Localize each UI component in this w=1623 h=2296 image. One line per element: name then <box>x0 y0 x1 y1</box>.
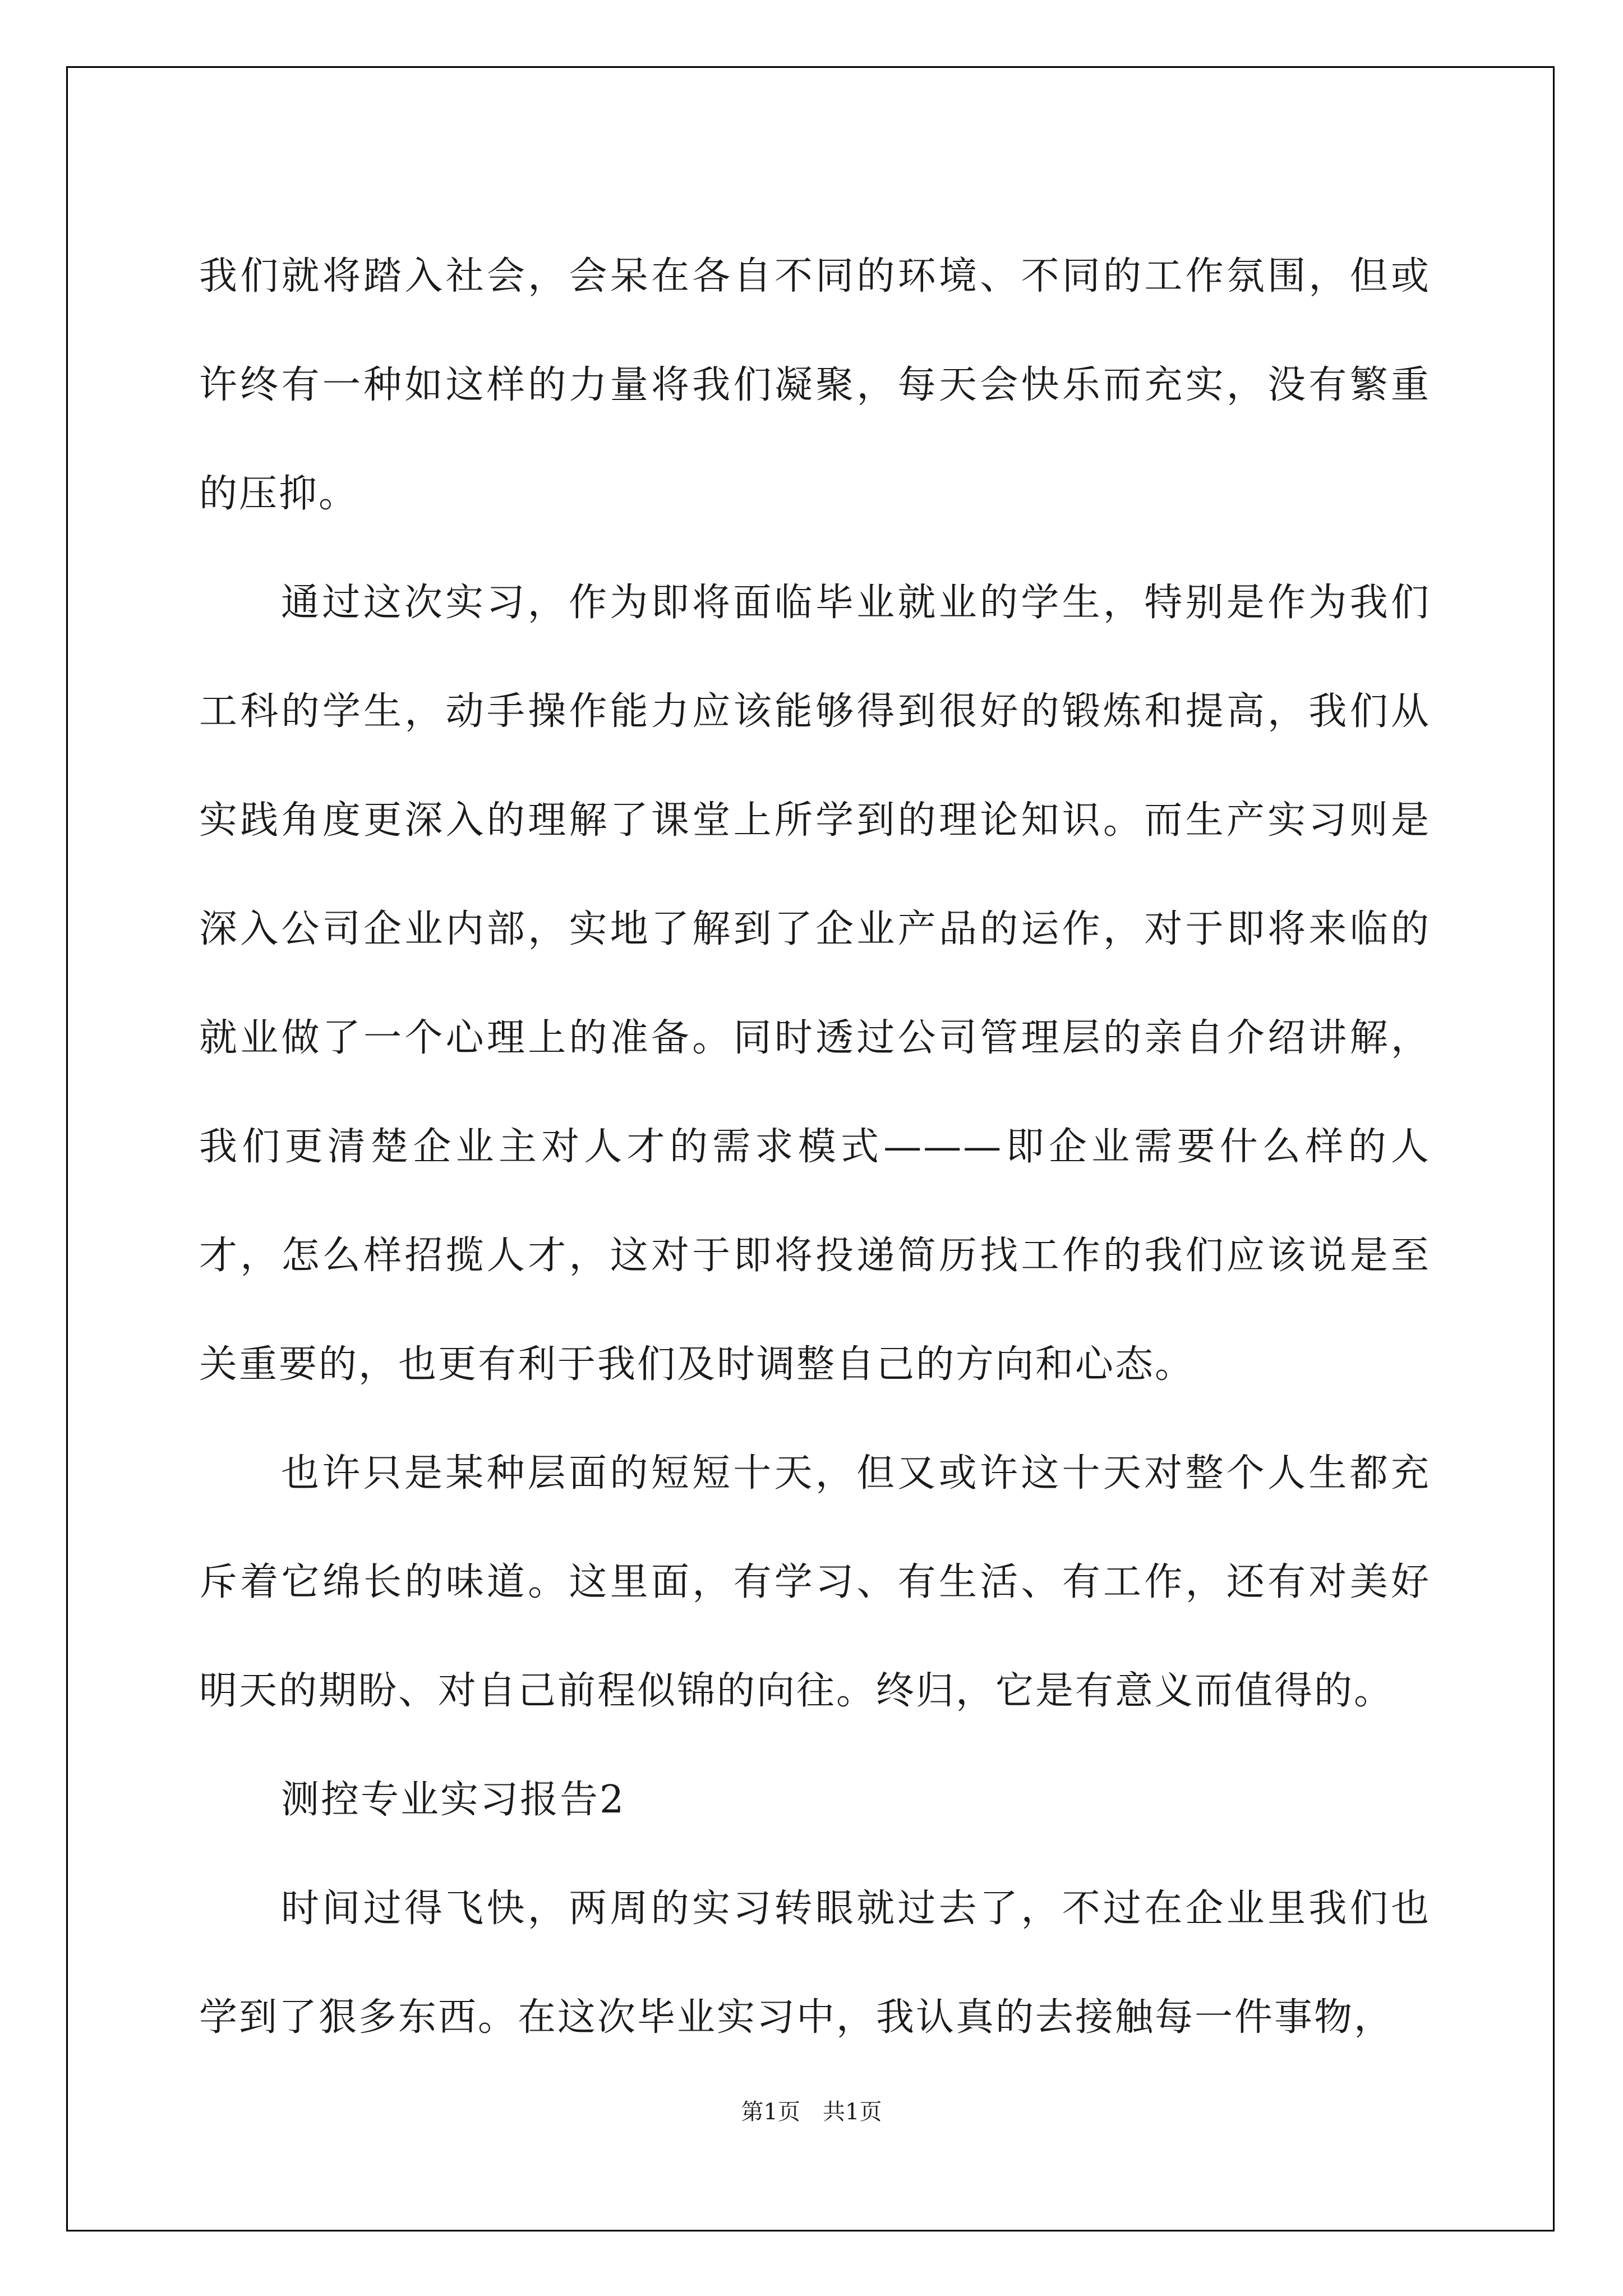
section-heading: 测控专业实习报告2 <box>281 1778 626 1822</box>
page-footer <box>0 2095 1623 2129</box>
page-number: 第1页 <box>741 2099 800 2125</box>
page-total: 共1页 <box>823 2099 882 2125</box>
paragraph-1: 我们就将踏入社会，会呆在各自不同的环境、不同的工作氛围，但或许终有一种如这样的力量将我们凝聚，每天会快乐而充实，没有繁重的压抑。 <box>199 254 1431 516</box>
paragraph-3: 也许只是某种层面的短短十天，但又或许这十天对整个人生都充斥着它绵长的味道。这里面，有学习、有生活、有工作，还有对美好明天的期盼、对自己前程似锦的向往。终归，它是有意义而值得的。 <box>199 1451 1431 1713</box>
paragraph-4: 时间过得飞快，两周的实习转眼就过去了，不过在企业里我们也学到了狠多东西。在这次毕业实习中，我认真的去接触每一件事物， <box>199 1887 1431 2040</box>
paragraph-2: 通过这次实习，作为即将面临毕业就业的学生，特别是作为我们工科的学生，动手操作能力应该能够得到很好的锻炼和提高，我们从实践角度更深入的理解了课堂上所学到的理论知识。而生产实习则是深入公司企业内部，实地了解到了企业产品的运作，对于即将来临的就业做了一个心理上的准备。同时透过公司管理层的亲自介绍讲解，我们更清楚企业主对人才的需求模式———即企业需要什么样的人才，怎么样招揽人才，这对于即将投递简历找工作的我们应该说是至关重要的，也更有利于我们及时调整自己的方向和心态。 <box>199 581 1431 1387</box>
document-body <box>199 222 1431 2072</box>
